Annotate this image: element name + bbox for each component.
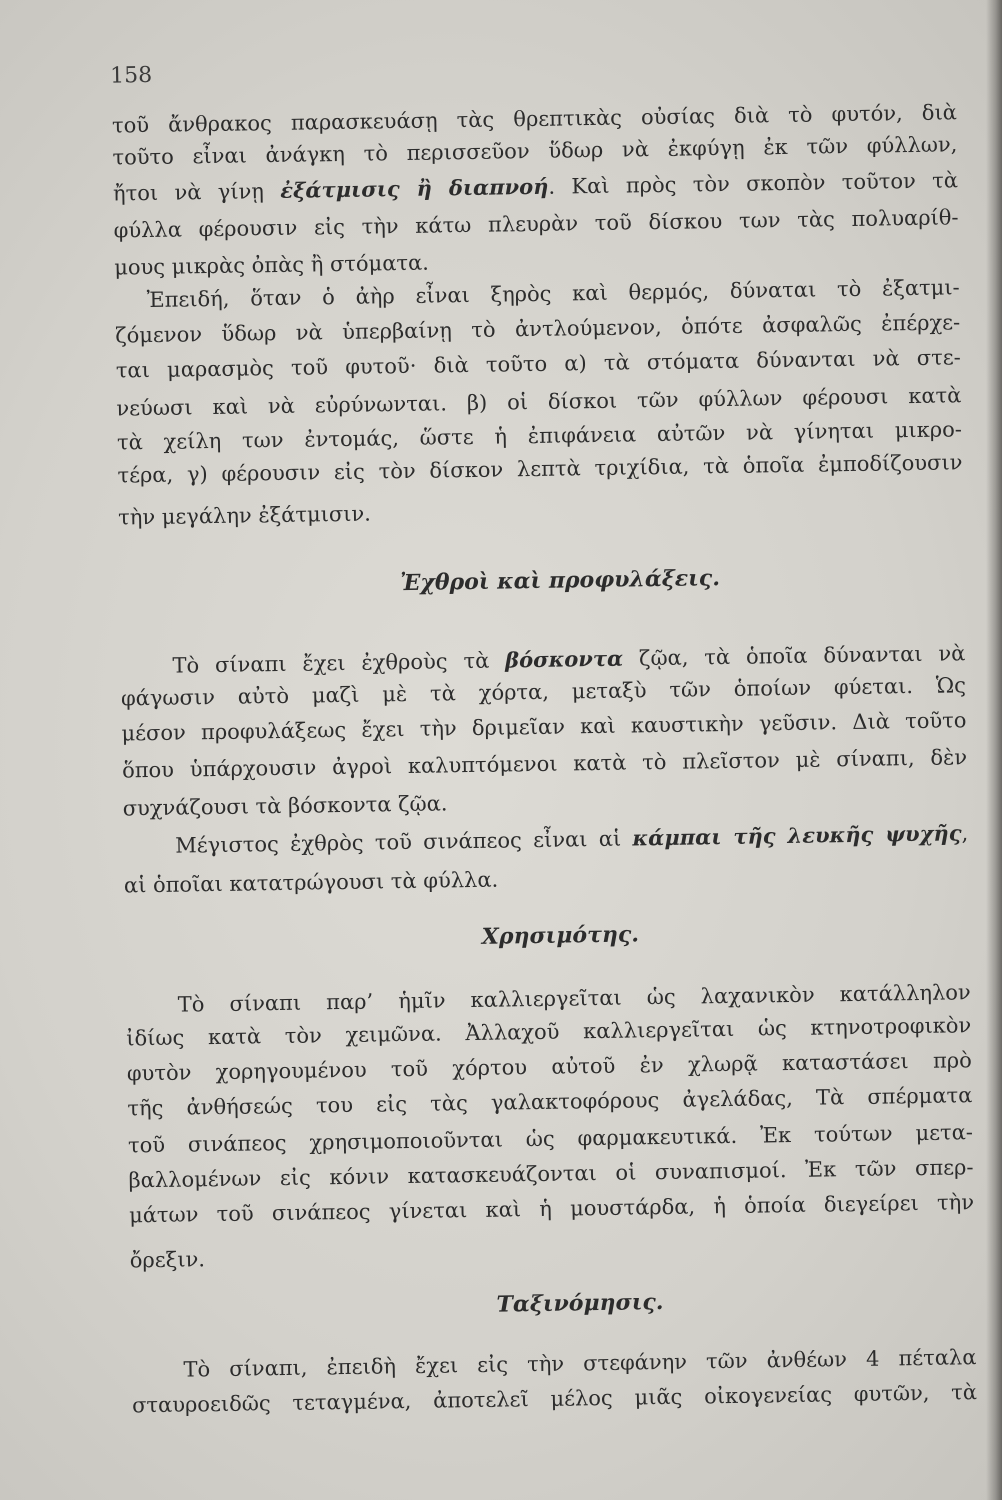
text-line: νεύωσι καὶ νὰ εὐρύνωνται. β) οἱ δίσκοι τῶν φύλλων φέρουσι κατὰ bbox=[116, 383, 962, 421]
text-line: Ἐπειδή, ὅταν ὁ ἀὴρ εἶναι ξηρὸς καὶ θερμός, δύναται τὸ ἐξατμι- bbox=[146, 275, 960, 313]
text-segment: ἤτοι νὰ γίνῃ bbox=[112, 178, 281, 206]
text-line: ἰδίως κατὰ τὸν χειμῶνα. Ἀλλαχοῦ καλλιεργεῖται ὡς κτηνοτροφικὸν bbox=[126, 1013, 972, 1051]
text-line: ζόμενον ὕδωρ νὰ ὑπερβαίνῃ τὸ ἀντλούμενον, ὁπότε ἀσφαλῶς ἐπέρχε- bbox=[115, 310, 961, 348]
text-line: φύλλα φέρουσιν εἰς τὴν κάτω πλευρὰν τοῦ δίσκου των τὰς πολυαρίθ- bbox=[113, 205, 959, 243]
text-segment: . Καὶ πρὸς τὸν σκοπὸν τοῦτον τὰ bbox=[548, 168, 959, 199]
text-line: ὅπου ὑπάρχουσιν ἀγροὶ καλυπτόμενοι κατὰ τὸ πλεῖστον μὲ σίναπι, δὲν bbox=[121, 745, 968, 783]
section-heading: Ἐχθροὶ καὶ προφυλάξεις. bbox=[400, 565, 721, 597]
section-heading: Χρησιμότης. bbox=[481, 921, 640, 950]
text-line: τοῦτο εἶναι ἀνάγκη τὸ περισσεῦον ὕδωρ νὰ ἐκφύγῃ ἐκ τῶν φύλλων, bbox=[112, 132, 958, 170]
text-line: Τὸ σίναπι, ἐπειδὴ ἔχει εἰς τὴν στεφάνην τῶν ἀνθέων 4 πέταλα bbox=[183, 1345, 977, 1382]
text-line: σταυροειδῶς τεταγμένα, ἀποτελεῖ μέλος μιᾶς οἰκογενείας φυτῶν, τὰ bbox=[131, 1380, 978, 1418]
emphasis-text: βόσκοντα bbox=[504, 645, 624, 673]
section-heading: Ταξινόμησις. bbox=[496, 1289, 664, 1318]
text-line: Τὸ σίναπι παρ’ ἡμῖν καλλιεργεῖται ὡς λαχανικὸν κατάλληλον bbox=[177, 980, 971, 1017]
text-line: αἱ ὁποῖαι κατατρώγουσι τὰ φύλλα. bbox=[123, 867, 499, 898]
text-segment: ζῷα, τὰ ὁποῖα δύνανται νὰ bbox=[622, 641, 966, 671]
text-line: φυτὸν χορηγουμένου τοῦ χόρτου αὐτοῦ ἐν χλωρᾷ καταστάσει πρὸ bbox=[126, 1048, 972, 1086]
text-line: μάτων τοῦ σινάπεος γίνεται καὶ ἡ μουστάρδα, ἡ ὁποία διεγείρει τὴν bbox=[128, 1190, 975, 1228]
text-line: τῆς ἀνθήσεώς του εἰς τὰς γαλακτοφόρους ἀγελάδας, Τὰ σπέρματα bbox=[127, 1083, 973, 1121]
text-segment: , bbox=[961, 821, 969, 846]
text-line: ὄρεξιν. bbox=[129, 1247, 206, 1273]
emphasis-text: ἐξάτμισις ἢ διαπνοή bbox=[280, 173, 549, 203]
text-line: τοῦ σινάπεος χρησιμοποιοῦνται ὡς φαρμακευτικά. Ἐκ τούτων μετα- bbox=[127, 1120, 974, 1158]
text-line: τὰ χείλη των ἐντομάς, ὥστε ἡ ἐπιφάνεια αὐτῶν νὰ γίνηται μικρο- bbox=[116, 417, 963, 455]
text-line: τὴν μεγάλην ἐξάτμισιν. bbox=[117, 501, 372, 530]
emphasis-text: κάμπαι τῆς λευκῆς ψυχῆς bbox=[632, 820, 962, 851]
page-number: 158 bbox=[110, 62, 153, 89]
text-line: τοῦ ἄνθρακος παρασκευάσῃ τὰς θρεπτικὰς οὐσίας διὰ τὸ φυτόν, διὰ bbox=[111, 100, 958, 138]
text-line: τέρα, γ) φέρουσιν εἰς τὸν δίσκον λεπτὰ τριχίδια, τὰ ὁποῖα ἐμποδίζουσιν bbox=[117, 450, 963, 488]
text-line: βαλλομένων εἰς κόνιν κατασκευάζονται οἱ συναπισμοί. Ἐκ τῶν σπερ- bbox=[128, 1155, 974, 1193]
text-line: μους μικρὰς ὀπὰς ἢ στόματα. bbox=[114, 250, 430, 280]
text-line: μέσον προφυλάξεως ἔχει τὴν δριμεῖαν καὶ καυστικὴν γεῦσιν. Διὰ τοῦτο bbox=[121, 708, 967, 746]
text-segment: Μέγιστος ἐχθρὸς τοῦ σινάπεος εἶναι αἱ bbox=[175, 826, 633, 858]
text-line: ται μαρασμὸς τοῦ φυτοῦ· διὰ τοῦτο α) τὰ στόματα δύνανται νὰ στε- bbox=[115, 345, 961, 383]
text-line: συχνάζουσι τὰ βόσκοντα ζῷα. bbox=[122, 791, 448, 821]
text-line: φάγωσιν αὐτὸ μαζὶ μὲ τὰ χόρτα, μεταξὺ τῶν ὁποίων φύεται. Ὡς bbox=[120, 673, 967, 711]
text-segment: Τὸ σίναπι ἔχει ἐχθροὺς τὰ bbox=[172, 648, 506, 678]
